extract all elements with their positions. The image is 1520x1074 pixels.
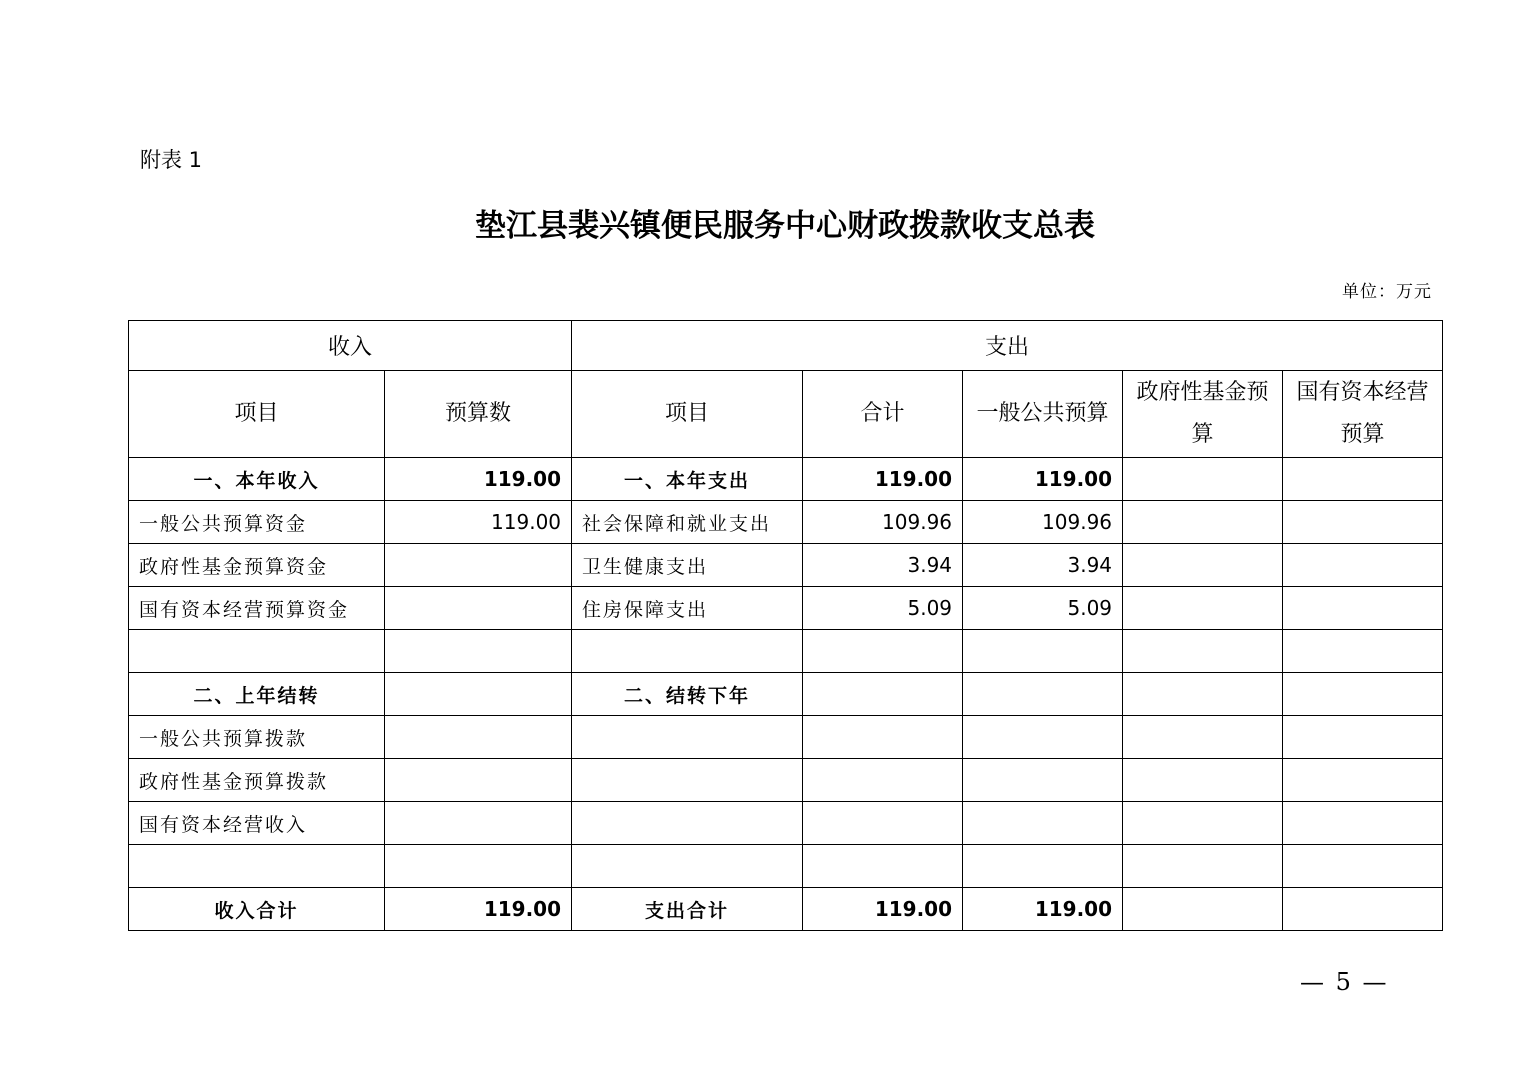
gov-fund-cell	[1123, 630, 1283, 673]
state-capital-cell	[1283, 630, 1443, 673]
expense-group-header: 支出	[572, 321, 1443, 371]
gov-fund-cell	[1123, 587, 1283, 630]
income-budget-cell: 119.00	[385, 458, 572, 501]
table-row	[129, 544, 1443, 587]
page-title: 垫江县裴兴镇便民服务中心财政拨款收支总表	[475, 208, 1095, 244]
state-capital-cell	[1283, 673, 1443, 716]
table-row	[129, 845, 1443, 888]
income-total-label: 收入合计	[129, 888, 385, 931]
gov-fund-cell	[1123, 802, 1283, 845]
income-item-cell: 政府性基金预算拨款	[129, 759, 385, 802]
income-budget-cell	[385, 630, 572, 673]
income-budget-cell	[385, 759, 572, 802]
income-item-cell	[129, 845, 385, 888]
state-capital-cell	[1283, 587, 1443, 630]
state-capital-cell	[1283, 458, 1443, 501]
total-cell: 5.09	[803, 587, 963, 630]
gov-fund-total-value	[1123, 888, 1283, 931]
table-row	[129, 587, 1443, 630]
total-header: 合计	[803, 371, 963, 458]
table-row	[129, 630, 1443, 673]
income-item-cell: 一、本年收入	[129, 458, 385, 501]
state-capital-cell	[1283, 716, 1443, 759]
general-budget-cell	[963, 759, 1123, 802]
expense-item-cell: 卫生健康支出	[572, 544, 803, 587]
income-budget-cell	[385, 587, 572, 630]
income-budget-cell	[385, 673, 572, 716]
general-budget-cell: 5.09	[963, 587, 1123, 630]
expense-total-label: 支出合计	[572, 888, 803, 931]
income-item-cell: 一般公共预算拨款	[129, 716, 385, 759]
total-cell	[803, 716, 963, 759]
income-item-cell: 政府性基金预算资金	[129, 544, 385, 587]
gov-fund-cell	[1123, 673, 1283, 716]
general-budget-cell	[963, 845, 1123, 888]
income-budget-cell	[385, 544, 572, 587]
gov-fund-cell	[1123, 501, 1283, 544]
general-budget-cell	[963, 673, 1123, 716]
gov-fund-header: 政府性基金预算	[1123, 371, 1283, 458]
unit-label: 单位：万元	[1342, 282, 1432, 302]
income-budget-cell	[385, 716, 572, 759]
budget-summary-table	[128, 320, 1443, 931]
general-budget-cell	[963, 716, 1123, 759]
expense-item-cell	[572, 802, 803, 845]
income-item-cell: 国有资本经营收入	[129, 802, 385, 845]
income-budget-cell	[385, 845, 572, 888]
general-budget-cell: 109.96	[963, 501, 1123, 544]
total-cell: 3.94	[803, 544, 963, 587]
expense-item-cell	[572, 716, 803, 759]
general-budget-cell: 119.00	[963, 458, 1123, 501]
general-budget-header: 一般公共预算	[963, 371, 1123, 458]
table-row	[129, 673, 1443, 716]
total-cell	[803, 845, 963, 888]
total-cell: 119.00	[803, 458, 963, 501]
table-row	[129, 458, 1443, 501]
total-cell	[803, 673, 963, 716]
general-budget-cell: 3.94	[963, 544, 1123, 587]
total-cell: 109.96	[803, 501, 963, 544]
income-item-cell	[129, 630, 385, 673]
totals-row	[129, 888, 1443, 931]
income-budget-cell: 119.00	[385, 501, 572, 544]
general-budget-total-value: 119.00	[963, 888, 1123, 931]
expense-item-header: 项目	[572, 371, 803, 458]
expense-item-cell: 社会保障和就业支出	[572, 501, 803, 544]
total-cell	[803, 759, 963, 802]
attachment-label: 附表 1	[140, 148, 203, 172]
income-group-header: 收入	[129, 321, 572, 371]
table-row	[129, 716, 1443, 759]
state-capital-cell	[1283, 845, 1443, 888]
gov-fund-cell	[1123, 458, 1283, 501]
total-cell	[803, 630, 963, 673]
table-row	[129, 802, 1443, 845]
gov-fund-cell	[1123, 759, 1283, 802]
general-budget-cell	[963, 802, 1123, 845]
income-total-value: 119.00	[385, 888, 572, 931]
expense-item-cell	[572, 759, 803, 802]
income-item-header: 项目	[129, 371, 385, 458]
group-header-row	[129, 321, 1443, 371]
table-row	[129, 501, 1443, 544]
gov-fund-cell	[1123, 544, 1283, 587]
state-capital-cell	[1283, 759, 1443, 802]
expense-item-cell: 二、结转下年	[572, 673, 803, 716]
expense-item-cell	[572, 630, 803, 673]
state-capital-cell	[1283, 501, 1443, 544]
general-budget-cell	[963, 630, 1123, 673]
income-item-cell: 二、上年结转	[129, 673, 385, 716]
gov-fund-cell	[1123, 845, 1283, 888]
expense-item-cell: 一、本年支出	[572, 458, 803, 501]
income-item-cell: 一般公共预算资金	[129, 501, 385, 544]
page-number: — 5 —	[1300, 968, 1389, 996]
total-cell	[803, 802, 963, 845]
income-budget-header: 预算数	[385, 371, 572, 458]
income-budget-cell	[385, 802, 572, 845]
expense-item-cell	[572, 845, 803, 888]
expense-total-value: 119.00	[803, 888, 963, 931]
income-item-cell: 国有资本经营预算资金	[129, 587, 385, 630]
table-row	[129, 759, 1443, 802]
state-capital-cell	[1283, 544, 1443, 587]
column-header-row	[129, 371, 1443, 458]
gov-fund-cell	[1123, 716, 1283, 759]
state-capital-header: 国有资本经营预算	[1283, 371, 1443, 458]
expense-item-cell: 住房保障支出	[572, 587, 803, 630]
state-capital-total-value	[1283, 888, 1443, 931]
state-capital-cell	[1283, 802, 1443, 845]
